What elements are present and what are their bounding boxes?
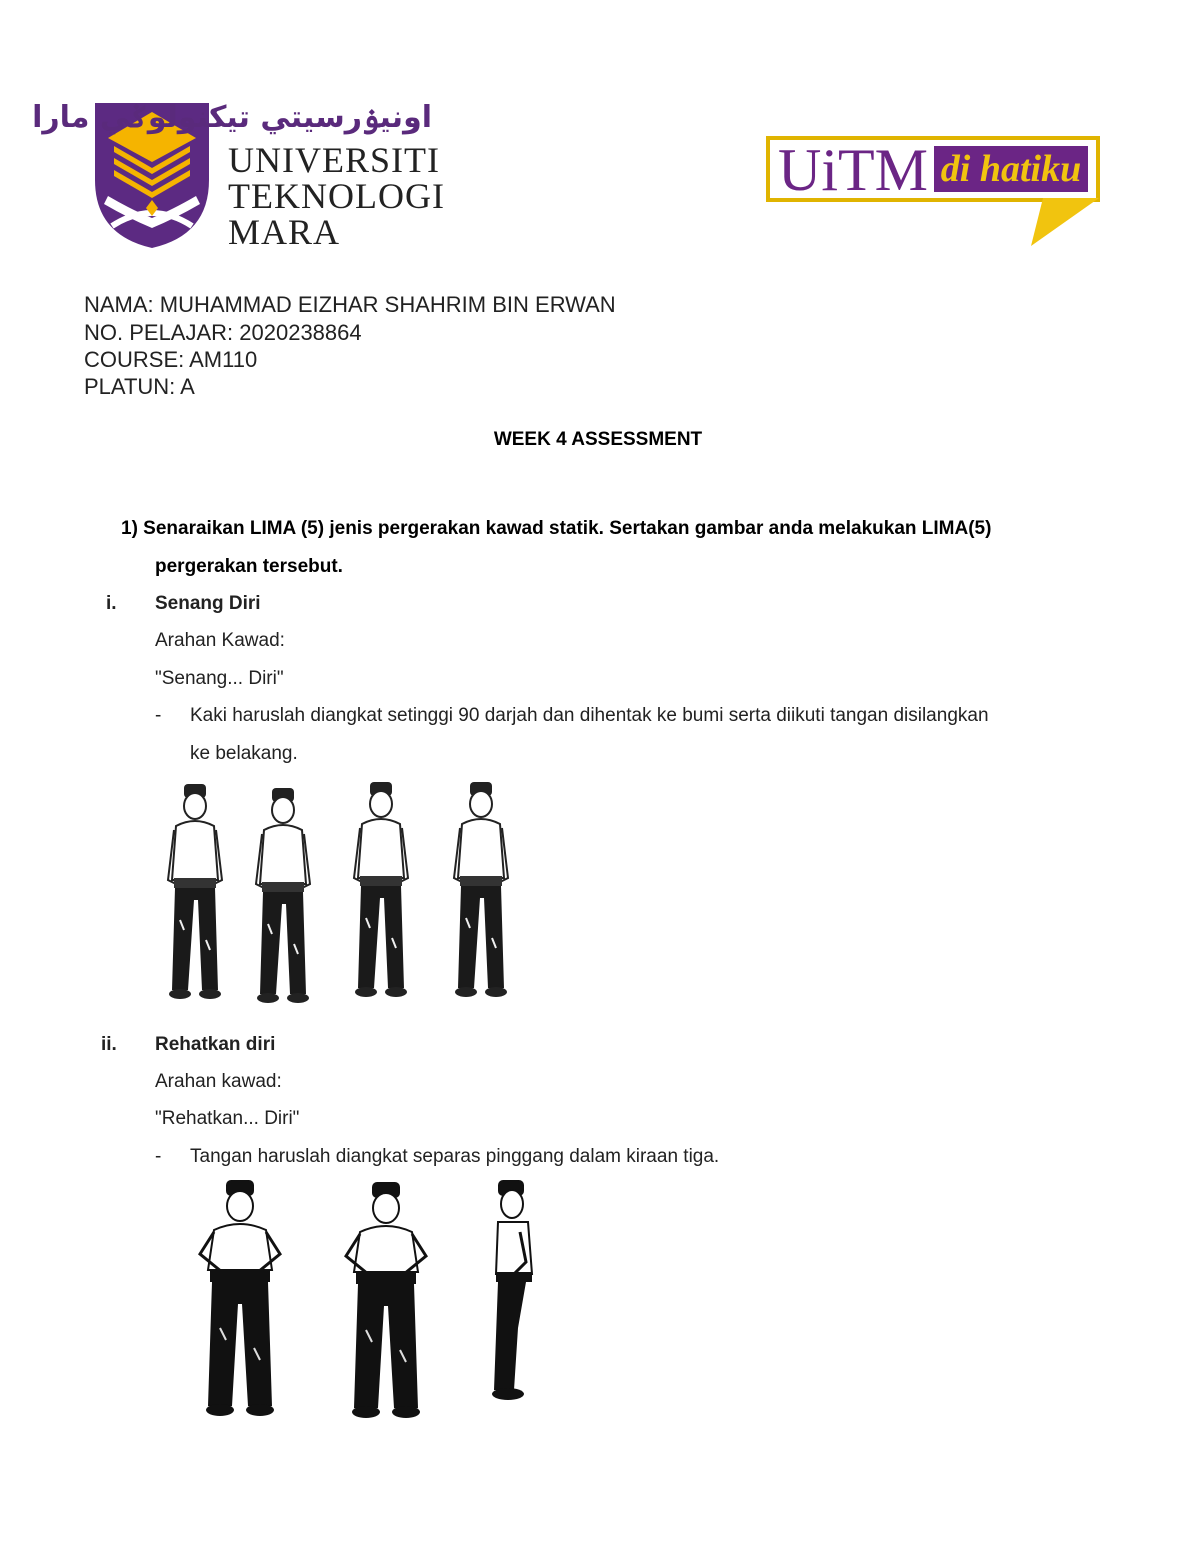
dihatiku-brand: UiTM: [778, 137, 928, 203]
item-2-heading: Rehatkan diri: [155, 1034, 276, 1055]
uitm-name-line1: UNIVERSITI: [228, 140, 440, 180]
item-1-desc-line1: Kaki haruslah diangkat setinggi 90 darjah dan dihentak ke bumi serta diikuti tangan disilangkan: [190, 705, 989, 726]
item-2-command: "Rehatkan... Diri": [155, 1108, 300, 1129]
uitm-jawi-text: اونيۏرسيتي تيکنولوݢي مارا: [32, 100, 432, 135]
item-2-desc-line1: Tangan haruslah diangkat separas pinggang dalam kiraan tiga.: [190, 1146, 720, 1167]
dihatiku-tagline: di hatiku: [934, 146, 1088, 192]
item-1-dash: -: [155, 705, 162, 726]
student-nama: NAMA: MUHAMMAD EIZHAR SHAHRIM BIN ERWAN: [84, 292, 616, 317]
page-title: WEEK 4 ASSESSMENT: [493, 429, 703, 450]
question-line2: pergerakan tersebut.: [155, 556, 343, 577]
student-no-pelajar: NO. PELAJAR: 2020238864: [84, 320, 362, 345]
uitm-name-line3: MARA: [228, 212, 341, 252]
item-1-heading: Senang Diri: [155, 593, 261, 614]
item-2-dash: -: [155, 1146, 162, 1167]
item-2-number: ii.: [101, 1034, 117, 1055]
student-course: COURSE: AM110: [84, 347, 258, 372]
uitm-dihatiku-logo: [766, 136, 1102, 250]
item-1-arahan: Arahan Kawad:: [155, 630, 285, 651]
student-platun: PLATUN: A: [84, 374, 195, 399]
question-line1: 1) Senaraikan LIMA (5) jenis pergerakan kawad statik. Sertakan gambar anda melakukan LIMA(5): [121, 518, 992, 539]
speech-tail-icon: [1021, 198, 1101, 248]
rehatkan-diri-illustration: [190, 1178, 550, 1422]
item-2-arahan: Arahan kawad:: [155, 1071, 282, 1092]
senang-diri-illustration: [160, 778, 520, 1014]
uitm-name-line2: TEKNOLOGI: [228, 176, 445, 216]
item-1-desc-line2: ke belakang.: [190, 743, 298, 764]
uitm-logo: [32, 100, 445, 252]
item-1-command: "Senang... Diri": [155, 668, 284, 689]
item-1-number: i.: [106, 593, 117, 614]
